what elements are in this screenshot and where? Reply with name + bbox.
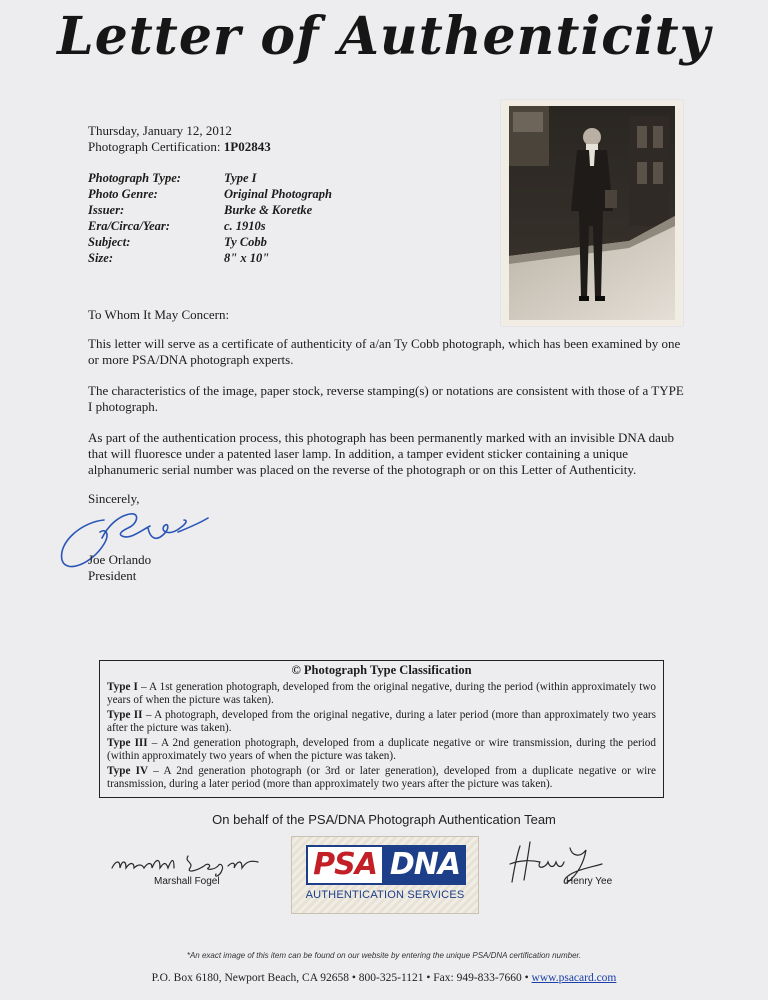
paragraph-examination: This letter will serve as a certificate of authenticity of a/an Ty Cobb photograph, which has been examined by one or more PSA/DNA photograph experts. <box>88 336 681 367</box>
psa-wordmark: PSA <box>306 845 384 885</box>
spec-value: Original Photograph <box>224 187 333 201</box>
spec-value: Ty Cobb <box>224 235 267 249</box>
signer-name: Joe Orlando <box>88 552 152 567</box>
spec-key: Era/Circa/Year: <box>88 219 170 233</box>
type-description: – A 2nd generation photograph, developed from a duplicate negative or wire transmission, during the period (within approximately two years of when the picture was taken). <box>107 736 656 762</box>
spec-row <box>88 218 332 234</box>
certification-label: Photograph Certification: <box>88 139 221 154</box>
spec-row <box>88 250 332 266</box>
signer-title: President <box>88 568 137 583</box>
document-heading: Letter of Authenticity <box>57 6 711 67</box>
website-link[interactable]: www.psacard.com <box>531 972 617 984</box>
classification-row <box>107 765 656 792</box>
certification-number: 1P02843 <box>223 139 271 154</box>
spec-key: Photograph Type: <box>88 171 181 185</box>
letter-date: Thursday, January 12, 2012 <box>88 123 232 138</box>
type-label: Type IV <box>107 764 149 777</box>
spec-row <box>88 186 332 202</box>
certification-line <box>88 139 271 155</box>
authenticated-photograph <box>501 100 683 326</box>
classification-box <box>99 660 664 798</box>
spec-row <box>88 234 332 250</box>
logo-services-text: AUTHENTICATION SERVICES <box>305 889 465 901</box>
type-description: – A photograph, developed from the original negative, during a later period (more than approximately two years after the picture was taken). <box>107 708 656 734</box>
company-address <box>0 972 768 984</box>
signer-block <box>88 552 151 584</box>
spec-value: Burke & Koretke <box>224 203 313 217</box>
spec-value: 8" x 10" <box>224 251 270 265</box>
spec-key: Issuer: <box>88 203 125 217</box>
address-text: P.O. Box 6180, Newport Beach, CA 92658 • 800-325-1121 • Fax: 949-833-7660 • <box>151 972 532 984</box>
team-member-right: Henry Yee <box>566 876 613 887</box>
closing: Sincerely, <box>88 491 140 506</box>
spec-key: Size: <box>88 251 113 265</box>
salutation: To Whom It May Concern: <box>88 307 230 322</box>
spec-value: Type I <box>224 171 257 185</box>
letter-meta <box>88 123 271 155</box>
psa-dna-logo <box>291 836 479 914</box>
spec-row <box>88 170 332 186</box>
team-member-left: Marshall Fogel <box>154 876 220 887</box>
spec-key: Subject: <box>88 235 131 249</box>
classification-title: © Photograph Type Classification <box>291 663 472 677</box>
classification-row <box>107 709 656 736</box>
photo-specs <box>88 170 332 266</box>
type-description: – A 1st generation photograph, developed from the original negative, during the period (within approximately two years of when the picture was taken). <box>107 680 656 706</box>
dna-wordmark: DNA <box>384 845 466 885</box>
spec-value: c. 1910s <box>224 219 266 233</box>
classification-row <box>107 737 656 764</box>
spec-key: Photo Genre: <box>88 187 158 201</box>
photo-image <box>509 106 675 320</box>
type-description: – A 2nd generation photograph (or 3rd or later generation), developed from a duplicate negative or wire transmission, during a later period (more than approximately two years after the picture was taken). <box>107 764 656 790</box>
paragraph-characteristics: The characteristics of the image, paper stock, reverse stamping(s) or notations are consistent with those of a TYPE I photograph. <box>88 383 684 414</box>
team-heading: On behalf of the PSA/DNA Photograph Authentication Team <box>212 812 556 827</box>
type-label: Type II <box>107 708 143 721</box>
spec-row <box>88 202 332 218</box>
type-label: Type III <box>107 736 148 749</box>
classification-row <box>107 681 656 708</box>
type-label: Type I <box>107 680 138 693</box>
website-footnote: *An exact image of this item can be found on our website by entering the unique PSA/DNA certification number. <box>186 951 582 960</box>
paragraph-dna-marking: As part of the authentication process, this photograph has been permanently marked with an invisible DNA daub that will fluoresce under a patented laser lamp. In addition, a tamper evident sticker containing a unique alphanumeric serial number was placed on the reverse of the photograph or on this Letter of Authenticity. <box>88 430 674 477</box>
